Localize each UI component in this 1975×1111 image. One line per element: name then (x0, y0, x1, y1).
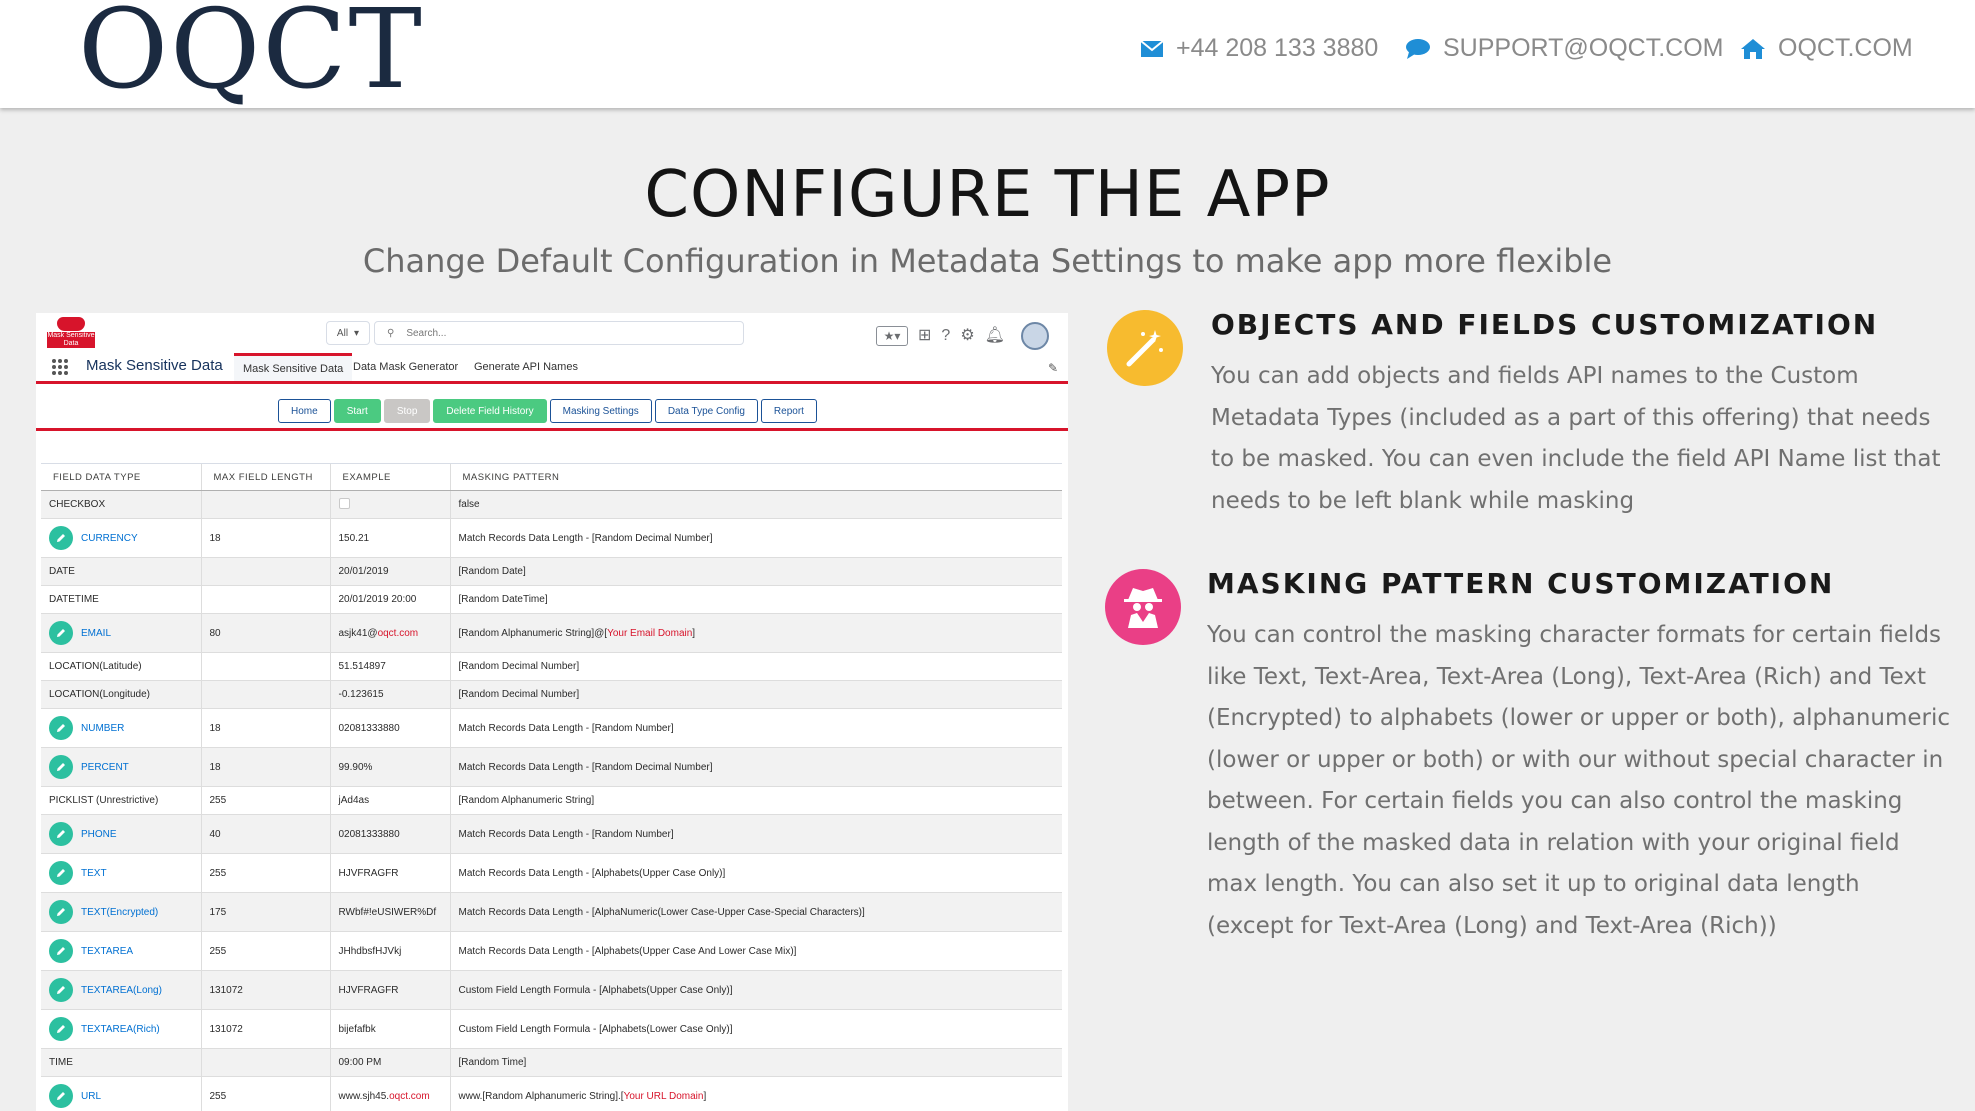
table-row (41, 932, 1062, 971)
example-checkbox (339, 498, 350, 509)
max-length-cell (201, 558, 330, 586)
table-row (41, 893, 1062, 932)
example-text: 20/01/2019 20:00 (338, 594, 417, 605)
example-cell (330, 558, 450, 586)
field-type-cell (41, 932, 201, 971)
example-cell (330, 653, 450, 681)
field-type-cell (41, 854, 201, 893)
pattern-text: Match Records Data Length - [Random Number] (458, 828, 674, 840)
divider (36, 428, 1068, 431)
tab-data-mask-generator[interactable]: Data Mask Generator (353, 361, 459, 373)
website-contact[interactable] (1740, 34, 1913, 63)
masking-pattern-cell (450, 709, 1062, 748)
page-title: CONFIGURE THE APP (644, 158, 1331, 232)
edit-icon[interactable] (49, 822, 73, 846)
tab-mask-sensitive-data[interactable]: Mask Sensitive Data (234, 353, 352, 381)
app-nav (36, 353, 1068, 381)
table-row (41, 854, 1062, 893)
search-scope-value: All (336, 327, 349, 339)
field-type-label: LOCATION(Longitude) (49, 689, 150, 700)
app-name: Mask Sensitive Data (86, 357, 223, 374)
masking-pattern-cell (450, 815, 1062, 854)
edit-icon[interactable] (49, 900, 73, 924)
phone-contact[interactable] (1140, 34, 1378, 63)
masking-pattern-cell (450, 1077, 1062, 1111)
global-search[interactable] (374, 321, 744, 345)
masking-pattern-cell (450, 491, 1062, 519)
example-cell (330, 681, 450, 709)
example-text: 51.514897 (338, 661, 386, 672)
example-text: 02081333880 (338, 722, 400, 734)
field-type-cell (41, 709, 201, 748)
pattern-text: [Random Alphanumeric String] (458, 795, 595, 806)
page-subtitle: Change Default Configuration in Metadata Settings to make app more flexible (362, 242, 1613, 280)
field-type-link[interactable]: TEXTAREA(Long) (81, 984, 162, 996)
example-text: 20/01/2019 (338, 566, 389, 577)
max-length-cell (201, 681, 330, 709)
table-row (41, 519, 1062, 558)
example-cell (330, 971, 450, 1010)
edit-icon[interactable] (49, 978, 73, 1002)
example-text: 09:00 PM (338, 1057, 382, 1068)
masking-pattern-cell (450, 893, 1062, 932)
edit-icon[interactable] (49, 939, 73, 963)
field-type-cell (41, 893, 201, 932)
example-cell (330, 815, 450, 854)
action-buttons (278, 399, 817, 423)
table-row (41, 787, 1062, 815)
example-cell (330, 1010, 450, 1049)
edit-nav-icon[interactable]: ✎ (1047, 361, 1058, 375)
max-length-cell (201, 653, 330, 681)
bell-icon[interactable]: 🔔︎ (984, 327, 1005, 344)
home-icon (1740, 38, 1766, 60)
example-cell (330, 748, 450, 787)
chat-bubble-icon (1405, 38, 1431, 60)
field-type-link[interactable]: TEXTAREA(Rich) (81, 1023, 160, 1035)
search-placeholder: Search... (406, 327, 447, 339)
field-type-link[interactable]: PHONE (81, 828, 117, 840)
field-type-label: PICKLIST (Unrestrictive) (49, 795, 159, 806)
pattern-text: [Random Decimal Number] (458, 661, 580, 672)
field-type-link[interactable]: PERCENT (81, 761, 129, 773)
field-type-cell (41, 558, 201, 586)
example-cell (330, 854, 450, 893)
max-length-cell: 18 (201, 748, 330, 787)
max-length-cell (201, 491, 330, 519)
masking-pattern-cell (450, 854, 1062, 893)
favorites-icon[interactable]: ★▾ (876, 326, 908, 346)
field-type-label: TIME (49, 1057, 73, 1068)
home-button[interactable]: Home (278, 399, 331, 423)
example-text: HJVFRAGFR (338, 984, 399, 996)
report-button[interactable]: Report (761, 399, 817, 423)
tab-generate-api-names[interactable]: Generate API Names (474, 361, 578, 373)
website-text: OQCT.COM (1778, 34, 1913, 62)
pattern-text: Match Records Data Length - [Alphabets(Upper Case Only)] (458, 867, 726, 879)
field-type-cell (41, 971, 201, 1010)
example-text: jAd4as (338, 795, 370, 806)
masking-pattern-cell (450, 519, 1062, 558)
table-row (41, 614, 1062, 653)
table-row (41, 491, 1062, 519)
edit-icon[interactable] (49, 755, 73, 779)
pattern-text: Custom Field Length Formula - [Alphabets(Lower Case Only)] (458, 1023, 733, 1035)
masking-pattern-cell (450, 932, 1062, 971)
field-type-cell (41, 1077, 201, 1111)
pattern-text: Match Records Data Length - [Random Decimal Number] (458, 532, 713, 544)
app-launcher-icon[interactable] (52, 359, 68, 375)
field-type-link[interactable]: NUMBER (81, 722, 125, 734)
field-type-label: DATE (49, 566, 75, 577)
column-header[interactable]: EXAMPLE (330, 464, 450, 491)
example-text: bijefafbk (338, 1023, 376, 1035)
feature-title: MASKING PATTERN CUSTOMIZATION (1207, 567, 1835, 600)
pattern-text: [Random Date] (458, 566, 526, 577)
example-cell (330, 586, 450, 614)
field-type-cell (41, 1010, 201, 1049)
masking-pattern-cell (450, 1049, 1062, 1077)
example-cell (330, 491, 450, 519)
pattern-domain: Your URL Domain (623, 1090, 704, 1102)
example-cell (330, 932, 450, 971)
delete-field-history-button[interactable]: Delete Field History (433, 399, 546, 423)
max-length-cell: 255 (201, 854, 330, 893)
masking-pattern-cell (450, 586, 1062, 614)
pattern-text: [Random Decimal Number] (458, 689, 580, 700)
table-row (41, 971, 1062, 1010)
column-header[interactable]: MASKING PATTERN (450, 464, 1062, 491)
table-row (41, 558, 1062, 586)
field-type-link[interactable]: TEXT (81, 867, 107, 879)
example-text: HJVFRAGFR (338, 867, 399, 879)
field-type-link[interactable]: CURRENCY (81, 532, 138, 544)
gear-icon[interactable]: ⚙ (960, 327, 975, 344)
search-icon: ⚲ (387, 327, 395, 339)
example-text: -0.123615 (338, 689, 384, 700)
edit-icon[interactable] (49, 1084, 73, 1108)
example-text: 150.21 (338, 532, 370, 544)
spy-icon (1105, 569, 1181, 645)
example-text: 02081333880 (338, 828, 400, 840)
masking-pattern-cell (450, 971, 1062, 1010)
add-icon[interactable]: ⊞ (918, 327, 932, 344)
example-text: www.sjh45. (338, 1090, 390, 1102)
pattern-text: Custom Field Length Formula - [Alphabets(Upper Case Only)] (458, 984, 733, 996)
envelope-icon (1140, 39, 1164, 59)
chevron-down-icon: ▾ (354, 327, 360, 339)
example-cell (330, 1049, 450, 1077)
masking-pattern-cell (450, 1010, 1062, 1049)
max-length-cell (201, 586, 330, 614)
data-type-table (41, 463, 1062, 1111)
max-length-cell: 175 (201, 893, 330, 932)
phone-text: +44 208 133 3880 (1176, 34, 1379, 62)
field-type-link[interactable]: TEXT(Encrypted) (81, 906, 159, 918)
field-type-cell (41, 681, 201, 709)
field-type-label: CHECKBOX (49, 499, 106, 510)
table-row (41, 1077, 1062, 1111)
example-text: 99.90% (338, 761, 373, 773)
column-header[interactable]: MAX FIELD LENGTH (201, 464, 330, 491)
masking-pattern-cell (450, 748, 1062, 787)
masking-pattern-cell (450, 653, 1062, 681)
field-type-cell (41, 748, 201, 787)
pattern-text: [Random DateTime] (458, 594, 548, 605)
example-domain: oqct.com (389, 1090, 430, 1102)
field-type-label: LOCATION(Latitude) (49, 661, 142, 672)
field-type-link[interactable]: TEXTAREA (81, 945, 134, 957)
table-row (41, 815, 1062, 854)
example-cell (330, 1077, 450, 1111)
pattern-text: [Random Alphanumeric String]@[ (458, 627, 608, 639)
example-cell (330, 893, 450, 932)
table-row (41, 681, 1062, 709)
field-type-link[interactable]: EMAIL (81, 627, 112, 639)
field-type-cell (41, 519, 201, 558)
masking-pattern-cell (450, 681, 1062, 709)
max-length-cell: 131072 (201, 971, 330, 1010)
divider (36, 381, 1068, 384)
masking-settings-button[interactable]: Masking Settings (550, 399, 652, 423)
mask-sensitive-data-logo: Mask Sensitive Data (47, 317, 95, 347)
table-row (41, 653, 1062, 681)
feature-description: You can control the masking character formats for certain fields like Text, Text-Area, Text-Area (Long), Text-Area (Rich) and Text (Encrypted) to alphabets (lower or upper or both), alphanumeric (lower or upper or both) or with our without special character in between. For certain fields you can also control the masking length of the masked data in relation with your original field max length. You can also set it up to original data length (except for Text-Area (Long) and Text-Area (Rich)) (1207, 622, 1951, 939)
max-length-cell: 255 (201, 1077, 330, 1111)
max-length-cell: 18 (201, 709, 330, 748)
edit-icon[interactable] (49, 1017, 73, 1041)
help-icon[interactable]: ? (941, 327, 951, 344)
example-cell (330, 519, 450, 558)
pattern-end: ] (692, 627, 696, 639)
header-tools (876, 322, 1049, 350)
field-type-cell (41, 586, 201, 614)
masking-pattern-cell (450, 614, 1062, 653)
email-contact[interactable] (1405, 34, 1724, 63)
pattern-end: ] (703, 1090, 707, 1102)
field-type-cell (41, 614, 201, 653)
field-type-cell (41, 1049, 201, 1077)
example-domain: oqct.com (377, 627, 419, 639)
pattern-text: false (458, 499, 480, 510)
example-text: asjk41@ (338, 627, 378, 639)
edit-icon[interactable] (49, 621, 73, 645)
data-type-config-button[interactable]: Data Type Config (655, 399, 758, 423)
search-scope-select[interactable] (326, 321, 370, 345)
table-row (41, 709, 1062, 748)
avatar[interactable] (1021, 322, 1049, 350)
masking-pattern-cell (450, 558, 1062, 586)
example-text: JHhdbsfHJVkj (338, 945, 402, 957)
max-length-cell: 131072 (201, 1010, 330, 1049)
site-header (0, 0, 1975, 113)
field-type-link[interactable]: URL (81, 1090, 102, 1102)
edit-icon[interactable] (49, 716, 73, 740)
example-cell (330, 614, 450, 653)
pattern-text: [Random Time] (458, 1057, 527, 1068)
field-type-label: DATETIME (49, 594, 99, 605)
max-length-cell: 80 (201, 614, 330, 653)
max-length-cell: 255 (201, 787, 330, 815)
edit-icon[interactable] (49, 526, 73, 550)
pattern-text: Match Records Data Length - [Random Number] (458, 722, 674, 734)
masking-pattern-cell (450, 787, 1062, 815)
pattern-text: Match Records Data Length - [AlphaNumeric(Lower Case-Upper Case-Special Characters)] (458, 906, 865, 918)
feature-description: You can add objects and fields API names to the Custom Metadata Types (included as a part of this offering) that needs to be masked. You can even include the field API Name list that needs to be left blank while masking (1211, 363, 1941, 514)
field-type-cell (41, 787, 201, 815)
example-cell (330, 709, 450, 748)
edit-icon[interactable] (49, 861, 73, 885)
max-length-cell: 255 (201, 932, 330, 971)
oqct-logo[interactable]: OQCT (78, 0, 424, 113)
example-cell (330, 787, 450, 815)
table-row (41, 586, 1062, 614)
start-button[interactable]: Start (334, 399, 381, 423)
max-length-cell: 18 (201, 519, 330, 558)
feature-title: OBJECTS AND FIELDS CUSTOMIZATION (1211, 308, 1879, 341)
pattern-text: www.[Random Alphanumeric String].[ (458, 1090, 624, 1102)
max-length-cell (201, 1049, 330, 1077)
pattern-text: Match Records Data Length - [Alphabets(Upper Case And Lower Case Mix)] (458, 945, 797, 957)
max-length-cell: 40 (201, 815, 330, 854)
column-header[interactable]: FIELD DATA TYPE (41, 464, 201, 491)
table-row (41, 1010, 1062, 1049)
example-text: RWbf#!eUSIWER%Df (338, 906, 437, 918)
magic-wand-icon (1107, 310, 1183, 386)
pattern-text: Match Records Data Length - [Random Decimal Number] (458, 761, 713, 773)
email-text: SUPPORT@OQCT.COM (1443, 34, 1724, 62)
field-type-cell (41, 491, 201, 519)
table-row (41, 1049, 1062, 1077)
stop-button[interactable]: Stop (384, 399, 431, 423)
pattern-domain: Your Email Domain (607, 627, 693, 639)
field-type-cell (41, 815, 201, 854)
field-type-cell (41, 653, 201, 681)
table-row (41, 748, 1062, 787)
app-screenshot (36, 313, 1068, 1111)
